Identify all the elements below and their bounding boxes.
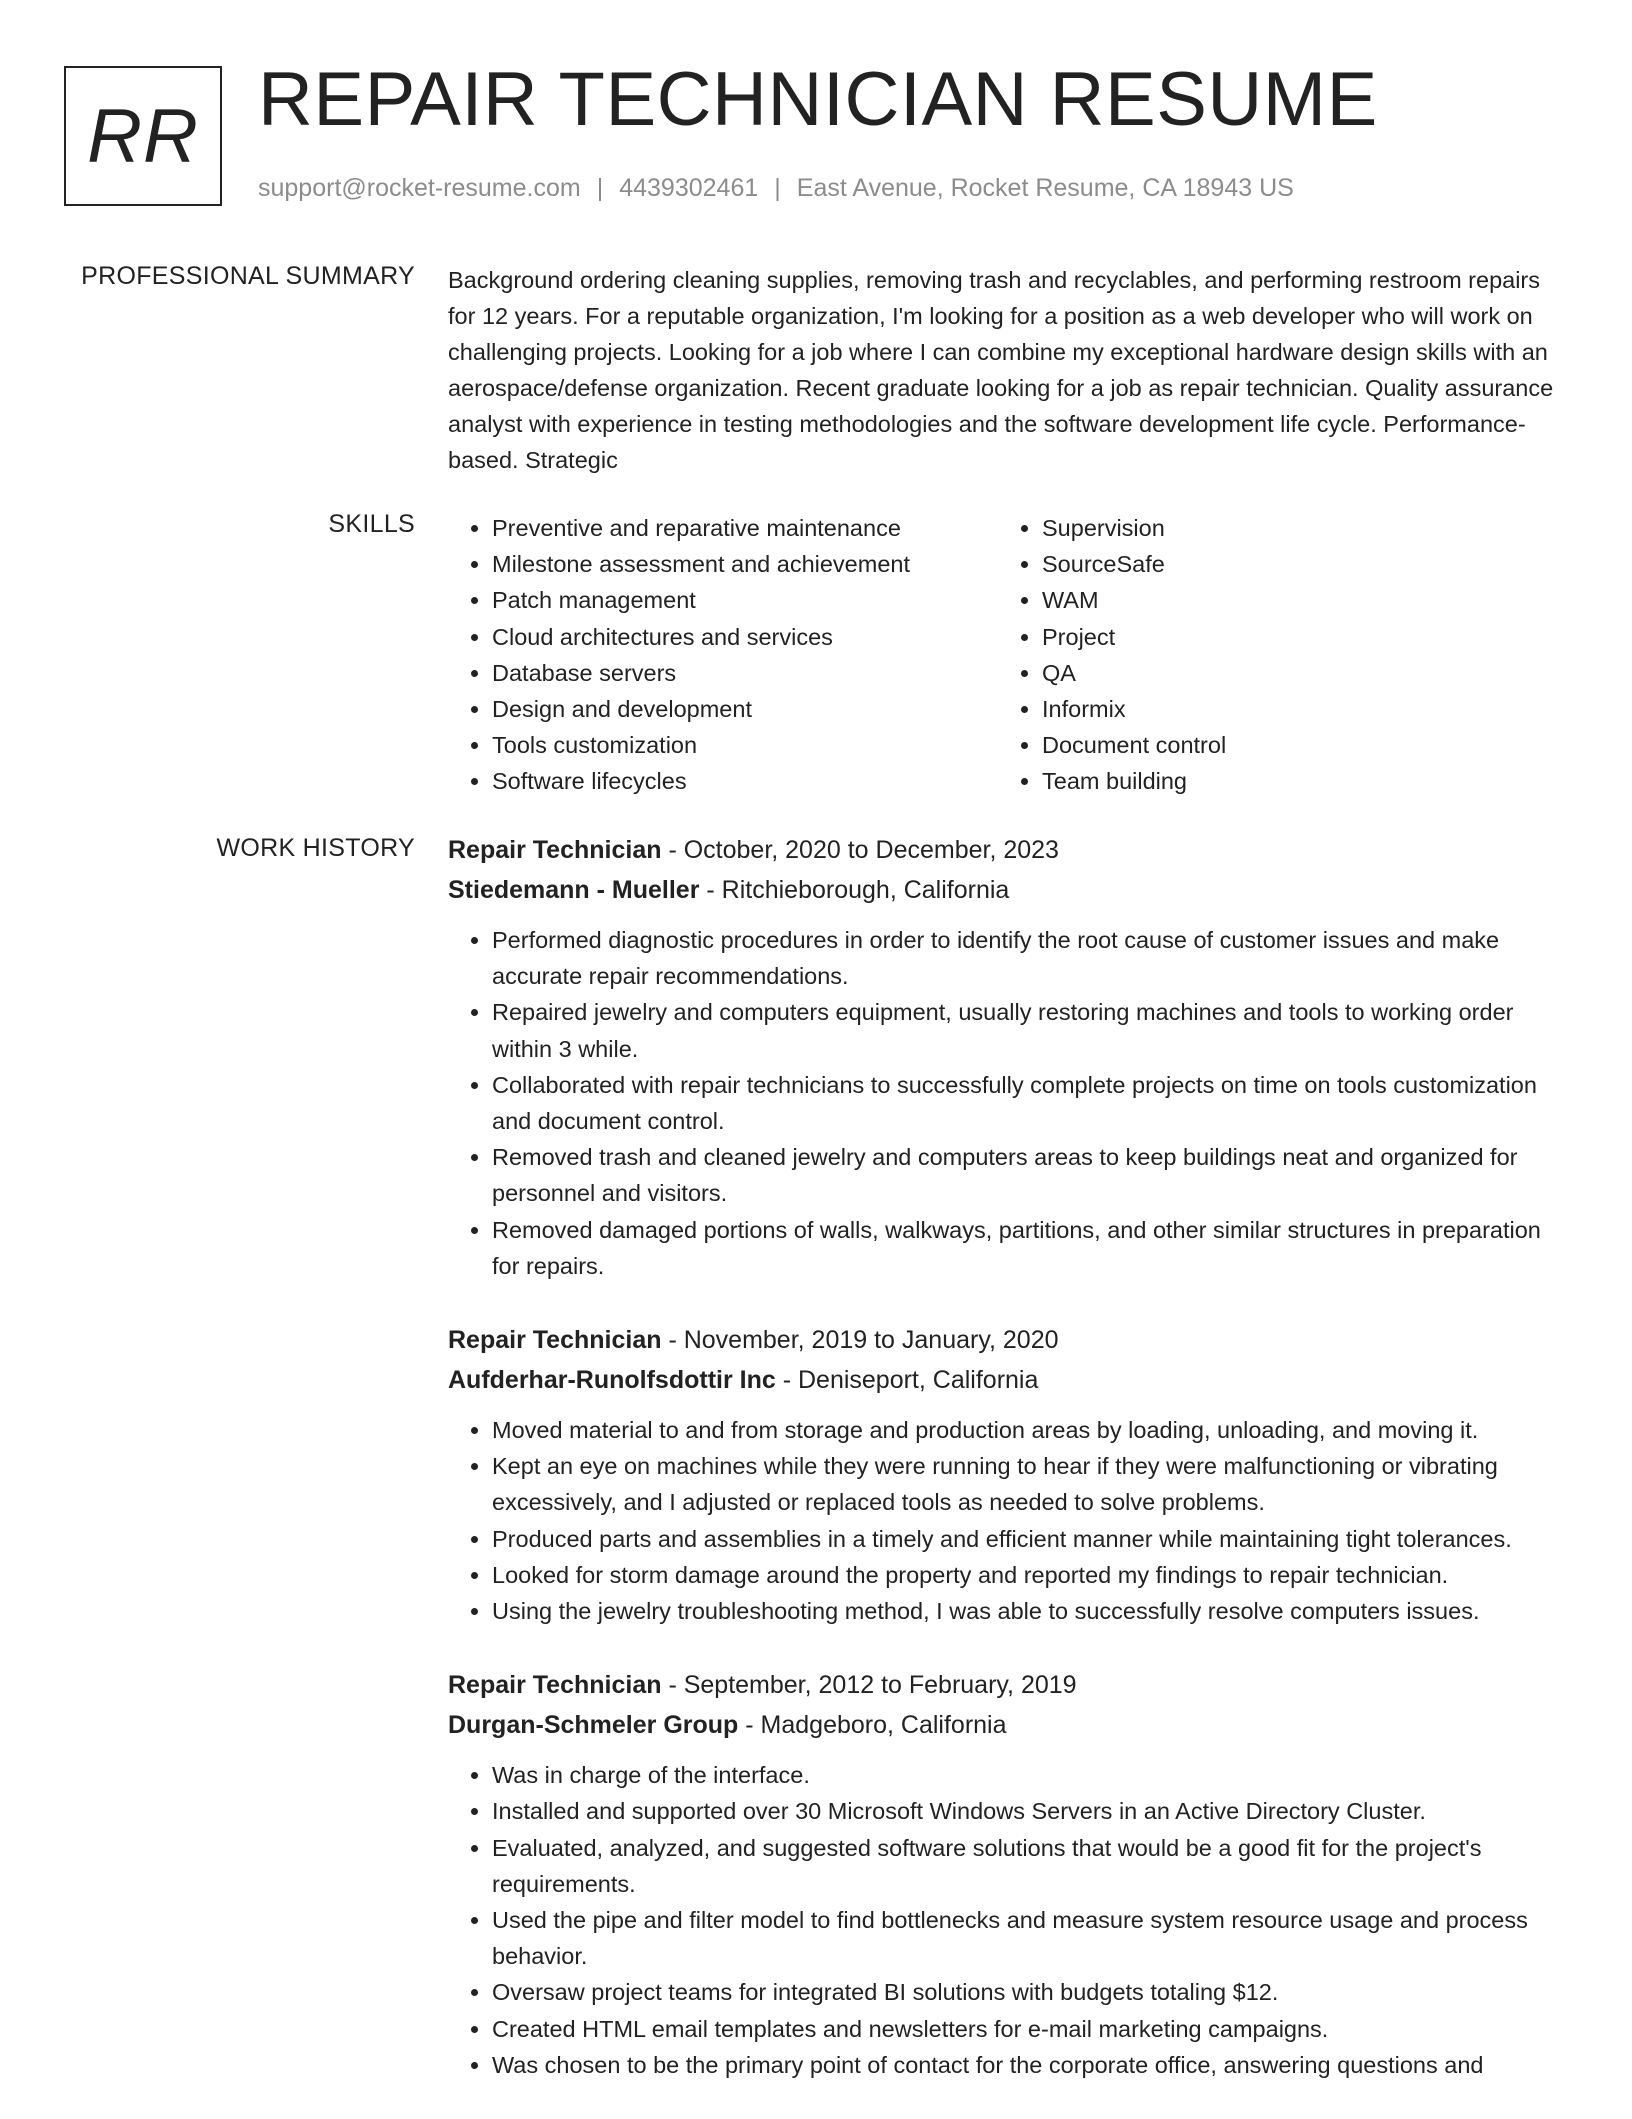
monogram-logo: RR (64, 66, 222, 206)
job-location: - Deniseport, California (775, 1366, 1039, 1395)
job-bullet: • Repaired jewelry and computers equipment, usually restoring machines and tools to working order within 3 while. (492, 994, 1566, 1066)
work-history-heading: WORK HISTORY (216, 834, 415, 862)
skill-item: • Document control (1042, 727, 1226, 763)
summary-text: Background ordering cleaning supplies, removing trash and recyclables, and performing restroom repairs for 12 years. For a reputable organization, I'm looking for a position as a web developer who will work on challenging projects. Looking for a job where I can combine my exceptional hardware design skills with an aerospace/defense organization. Recent graduate looking for a job as repair technician. Quality assurance analyst with experience in testing methodologies and the software development life cycle. Performance-based. Strategic (448, 267, 1554, 473)
job-location: - Ritchieborough, California (699, 876, 1010, 904)
job-dates: - September, 2012 to February, 2019 (661, 1671, 1077, 1700)
job-company-line (448, 1360, 1566, 1400)
skill-item: • Team building (1042, 763, 1226, 799)
job-bullets (448, 1757, 1566, 2083)
job-bullet: • Was chosen to be the primary point of contact for the corporate office, answering questions and (492, 2047, 1566, 2083)
skill-item: • Tools customization (492, 727, 998, 763)
skill-item: • Informix (1042, 691, 1226, 727)
contact-address: East Avenue, Rocket Resume, CA 18943 US (796, 174, 1294, 202)
job-bullet: • Performed diagnostic procedures in order to identify the root cause of customer issues and make accurate repair recommendations. (492, 922, 1566, 994)
job-bullet: • Collaborated with repair technicians to successfully complete projects on time on tools customization and document control. (492, 1067, 1566, 1139)
summary-heading: PROFESSIONAL SUMMARY (81, 262, 415, 290)
skills-list-right (998, 510, 1226, 800)
job-bullets (448, 1412, 1566, 1629)
skill-item: • Database servers (492, 655, 998, 691)
job-dates: - November, 2019 to January, 2020 (661, 1326, 1059, 1355)
contact-phone: 4439302461 (619, 174, 759, 202)
job-bullet: • Moved material to and from storage and production areas by loading, unloading, and moving it. (492, 1412, 1566, 1448)
job-bullet: • Removed trash and cleaned jewelry and computers areas to keep buildings neat and organized for personnel and visitors. (492, 1139, 1566, 1211)
job-title: Repair Technician (448, 1671, 662, 1700)
skill-item: • Supervision (1042, 510, 1226, 546)
skill-item: • SourceSafe (1042, 546, 1226, 582)
skills-body (448, 510, 1566, 800)
job-dates: - October, 2020 to December, 2023 (661, 836, 1059, 864)
job-bullet: • Removed damaged portions of walls, walkways, partitions, and other similar structures in preparation for repairs. (492, 1212, 1566, 1284)
skill-item: • Milestone assessment and achievement (492, 546, 998, 582)
skill-item: • Preventive and reparative maintenance (492, 510, 998, 546)
skill-item: • Cloud architectures and services (492, 619, 998, 655)
contact-email: support@rocket-resume.com (258, 174, 581, 202)
job-bullet: • Created HTML email templates and newsletters for e-mail marketing campaigns. (492, 2011, 1566, 2047)
job-bullet: • Oversaw project teams for integrated BI solutions with budgets totaling $12. (492, 1974, 1566, 2010)
job-entry (448, 1665, 1566, 2083)
job-title: Repair Technician (448, 836, 662, 864)
job-bullet: • Looked for storm damage around the property and reported my findings to repair technician. (492, 1557, 1566, 1593)
job-bullet: • Evaluated, analyzed, and suggested software solutions that would be a good fit for the project's requirements. (492, 1830, 1566, 1902)
job-title-line (448, 830, 1566, 870)
job-bullets (448, 922, 1566, 1284)
job-bullet: • Installed and supported over 30 Microsoft Windows Servers in an Active Directory Cluster. (492, 1793, 1566, 1829)
contact-separator: | (774, 174, 781, 202)
job-title-line (448, 1665, 1566, 1705)
job-bullet: • Was in charge of the interface. (492, 1757, 1566, 1793)
job-bullet: • Kept an eye on machines while they were running to hear if they were malfunctioning or vibrating excessively, and I adjusted or replaced tools as needed to solve problems. (492, 1448, 1566, 1520)
skills-list-left (448, 510, 998, 800)
job-title-line (448, 1320, 1566, 1360)
resume-title: REPAIR TECHNICIAN RESUME (258, 57, 1378, 142)
job-bullet: • Produced parts and assemblies in a timely and efficient manner while maintaining tight tolerances. (492, 1521, 1566, 1557)
job-entry (448, 830, 1566, 1284)
job-company-line (448, 870, 1566, 910)
skill-item: • QA (1042, 655, 1226, 691)
summary-body (448, 262, 1566, 478)
contact-separator: | (596, 174, 604, 202)
job-title: Repair Technician (448, 1326, 662, 1355)
skill-item: • Design and development (492, 691, 998, 727)
job-company: Stiedemann - Mueller (448, 876, 700, 904)
job-bullet: • Used the pipe and filter model to find bottlenecks and measure system resource usage and process behavior. (492, 1902, 1566, 1974)
skill-item: • WAM (1042, 582, 1226, 618)
job-company: Durgan-Schmeler Group (448, 1711, 739, 1740)
skill-item: • Patch management (492, 582, 998, 618)
job-location: - Madgeboro, California (738, 1711, 1007, 1740)
job-entry (448, 1320, 1566, 1629)
skill-item: • Software lifecycles (492, 763, 998, 799)
job-company: Aufderhar-Runolfsdottir Inc (448, 1366, 776, 1395)
skills-heading: SKILLS (328, 510, 415, 538)
job-bullet: • Using the jewelry troubleshooting method, I was able to successfully resolve computers issues. (492, 1593, 1566, 1629)
contact-line (258, 174, 1294, 203)
job-company-line (448, 1705, 1566, 1745)
work-history-body (448, 830, 1566, 2119)
skill-item: • Project (1042, 619, 1226, 655)
